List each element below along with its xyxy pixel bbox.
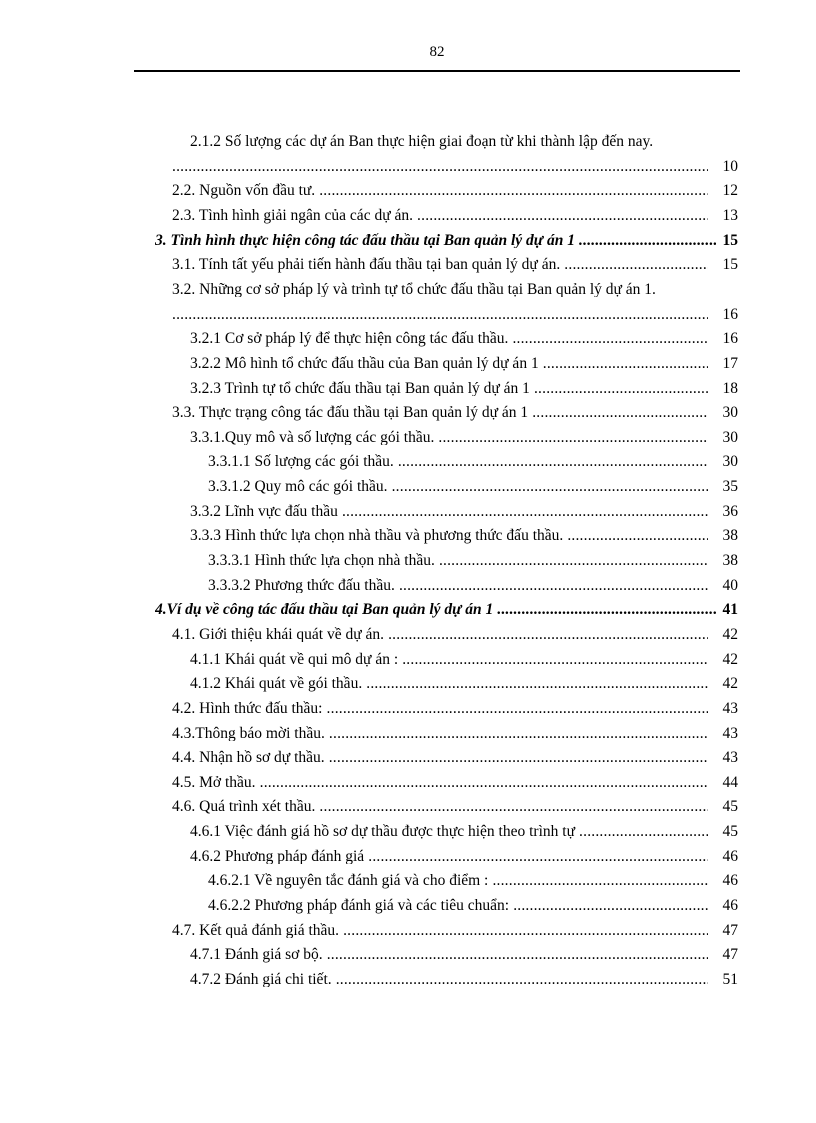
toc-entry-title: 4.7.1 Đánh giá sơ bộ. ..... bbox=[190, 947, 708, 963]
toc-entry[interactable] bbox=[0, 719, 816, 744]
toc-entry-title: 3.2. Những cơ sở pháp lý và trình tự tổ chức đấu thầu tại Ban quản lý dự án 1. bbox=[172, 281, 656, 298]
toc-entry[interactable] bbox=[0, 448, 816, 473]
toc-entry-title: 3.3.3.2 Phương thức đấu thầu. ..... bbox=[208, 578, 708, 594]
toc-entry-title: 4.3.Thông báo mời thầu. ..... bbox=[172, 726, 708, 742]
toc-entry-page: 51 bbox=[722, 970, 738, 988]
toc-entry[interactable] bbox=[0, 424, 816, 449]
toc-entry-title bbox=[172, 307, 708, 323]
toc-entry-page: 42 bbox=[722, 675, 738, 693]
toc-entry-title: 4.6. Quá trình xét thầu. ..... bbox=[172, 799, 708, 815]
toc-entry-title: 4.6.1 Việc đánh giá hồ sơ dự thầu được thực hiện theo trình tự ..... bbox=[190, 824, 708, 840]
toc-entry-page: 41 bbox=[722, 601, 738, 619]
toc-entry-title: 4.6.2 Phương pháp đánh giá ..... bbox=[190, 849, 708, 865]
toc-entry-continuation[interactable] bbox=[0, 153, 816, 178]
toc-entry-page: 40 bbox=[722, 576, 738, 594]
toc-entry-page: 10 bbox=[722, 157, 738, 175]
toc-entry[interactable] bbox=[0, 818, 816, 843]
toc-entry-page: 43 bbox=[722, 699, 738, 717]
table-of-contents bbox=[0, 128, 816, 990]
toc-entry[interactable] bbox=[0, 695, 816, 720]
toc-entry-page: 42 bbox=[722, 625, 738, 643]
toc-entry-title: 3. Tình hình thực hiện công tác đấu thầu tại Ban quản lý dự án 1 ..... bbox=[155, 233, 716, 249]
toc-entry-page: 13 bbox=[722, 207, 738, 225]
toc-entry[interactable] bbox=[0, 350, 816, 375]
toc-entry[interactable] bbox=[0, 547, 816, 572]
toc-entry-title: 3.3.1.1 Số lượng các gói thầu. ..... bbox=[208, 454, 708, 470]
toc-entry-page: 18 bbox=[722, 379, 738, 397]
toc-entry-page: 43 bbox=[722, 749, 738, 767]
toc-entry-page: 36 bbox=[722, 502, 738, 520]
toc-entry-title: 4.1. Giới thiệu khái quát về dự án. ..... bbox=[172, 627, 708, 643]
toc-entry-title: 2.1.2 Số lượng các dự án Ban thực hiện giai đoạn từ khi thành lập đến nay. bbox=[190, 134, 654, 150]
toc-entry-page: 47 bbox=[722, 946, 738, 964]
toc-entry[interactable] bbox=[0, 522, 816, 547]
toc-entry-page: 15 bbox=[722, 256, 738, 274]
toc-entry-title: 4.6.2.2 Phương pháp đánh giá và các tiêu chuẩn: ..... bbox=[208, 898, 708, 914]
header-rule bbox=[134, 70, 740, 72]
toc-entry[interactable] bbox=[0, 498, 816, 523]
toc-entry[interactable] bbox=[0, 128, 816, 153]
toc-entry-title: 3.3.3 Hình thức lựa chọn nhà thầu và phương thức đấu thầu. ..... bbox=[190, 528, 708, 544]
toc-section-heading[interactable] bbox=[0, 596, 816, 621]
toc-entry-title: 3.2.3 Trình tự tổ chức đấu thầu tại Ban quản lý dự án 1 ..... bbox=[190, 381, 708, 397]
toc-entry-page: 16 bbox=[722, 305, 738, 323]
toc-entry-title: 4.2. Hình thức đấu thầu: ..... bbox=[172, 701, 708, 717]
toc-entry-title: 3.2.2 Mô hình tổ chức đấu thầu của Ban quản lý dự án 1 ..... bbox=[190, 356, 708, 372]
toc-section-heading[interactable] bbox=[0, 227, 816, 252]
toc-entry[interactable] bbox=[0, 843, 816, 868]
toc-entry-page: 43 bbox=[722, 724, 738, 742]
toc-entry-title: 2.2. Nguồn vốn đầu tư. ..... bbox=[172, 183, 708, 199]
toc-entry-page: 15 bbox=[722, 231, 738, 249]
toc-entry-page: 38 bbox=[722, 552, 738, 570]
toc-entry-continuation[interactable] bbox=[0, 300, 816, 325]
toc-entry-page: 42 bbox=[722, 650, 738, 668]
toc-entry[interactable] bbox=[0, 251, 816, 276]
toc-entry-page: 30 bbox=[722, 428, 738, 446]
toc-entry-title: 3.3. Thực trạng công tác đấu thầu tại Ban quản lý dự án 1 ..... bbox=[172, 405, 708, 421]
toc-entry[interactable] bbox=[0, 276, 816, 301]
toc-entry-title: 4.1.1 Khái quát về qui mô dự án : ..... bbox=[190, 652, 708, 668]
toc-entry[interactable] bbox=[0, 793, 816, 818]
toc-entry-page: 38 bbox=[722, 527, 738, 545]
toc-entry-page: 47 bbox=[722, 921, 738, 939]
toc-entry-page: 12 bbox=[722, 182, 738, 200]
toc-entry-title: 4.7. Kết quả đánh giá thầu. ..... bbox=[172, 923, 708, 939]
toc-entry-title: 2.3. Tình hình giải ngân của các dự án. ..... bbox=[172, 208, 708, 224]
toc-entry-title: 3.1. Tính tất yếu phải tiến hành đấu thầu tại ban quản lý dự án. ..... bbox=[172, 257, 708, 273]
toc-entry-title: 3.3.2 Lĩnh vực đấu thầu ..... bbox=[190, 504, 708, 520]
page-number: 82 bbox=[429, 44, 445, 60]
toc-entry-title: 4.4. Nhận hồ sơ dự thầu. ..... bbox=[172, 750, 708, 766]
toc-entry[interactable] bbox=[0, 670, 816, 695]
toc-entry[interactable] bbox=[0, 867, 816, 892]
toc-entry-title: 4.7.2 Đánh giá chi tiết. ..... bbox=[190, 972, 708, 988]
toc-entry-title: 4.1.2 Khái quát về gói thầu. ..... bbox=[190, 676, 708, 692]
toc-entry[interactable] bbox=[0, 892, 816, 917]
toc-entry-title: 3.2.1 Cơ sở pháp lý để thực hiện công tác đấu thầu. ..... bbox=[190, 331, 708, 347]
toc-entry-page: 16 bbox=[722, 330, 738, 348]
toc-entry[interactable] bbox=[0, 769, 816, 794]
toc-entry-title bbox=[172, 159, 708, 175]
toc-entry-title: 4.Ví dụ về công tác đấu thầu tại Ban quản lý dự án 1 ..... bbox=[155, 602, 716, 618]
toc-entry-page: 44 bbox=[722, 773, 738, 791]
toc-entry[interactable] bbox=[0, 917, 816, 942]
toc-entry[interactable] bbox=[0, 645, 816, 670]
toc-entry-title: 3.3.1.2 Quy mô các gói thầu. ..... bbox=[208, 479, 708, 495]
toc-entry-page: 46 bbox=[722, 847, 738, 865]
toc-entry-title: 3.3.3.1 Hình thức lựa chọn nhà thầu. ..... bbox=[208, 553, 708, 569]
toc-entry-title: 4.5. Mở thầu. ..... bbox=[172, 775, 708, 791]
toc-entry-page: 17 bbox=[722, 354, 738, 372]
toc-entry[interactable] bbox=[0, 941, 816, 966]
toc-entry[interactable] bbox=[0, 966, 816, 991]
toc-entry[interactable] bbox=[0, 572, 816, 597]
toc-entry[interactable] bbox=[0, 744, 816, 769]
toc-entry[interactable] bbox=[0, 177, 816, 202]
toc-entry-title: 4.6.2.1 Về nguyên tắc đánh giá và cho điểm : ..... bbox=[208, 873, 708, 889]
toc-entry[interactable] bbox=[0, 621, 816, 646]
toc-entry-page: 46 bbox=[722, 897, 738, 914]
toc-entry[interactable] bbox=[0, 473, 816, 498]
toc-entry-title: 3.3.1.Quy mô và số lượng các gói thầu. ..... bbox=[190, 430, 708, 446]
toc-entry-page: 30 bbox=[722, 404, 738, 422]
toc-entry[interactable] bbox=[0, 374, 816, 399]
toc-entry-page: 30 bbox=[722, 453, 738, 471]
toc-entry-page: 35 bbox=[722, 478, 738, 496]
toc-entry-page: 45 bbox=[722, 798, 738, 816]
toc-entry-page: 45 bbox=[722, 823, 738, 841]
toc-entry[interactable] bbox=[0, 399, 816, 424]
toc-entry[interactable] bbox=[0, 202, 816, 227]
toc-entry-page: 46 bbox=[722, 872, 738, 890]
toc-entry[interactable] bbox=[0, 325, 816, 350]
